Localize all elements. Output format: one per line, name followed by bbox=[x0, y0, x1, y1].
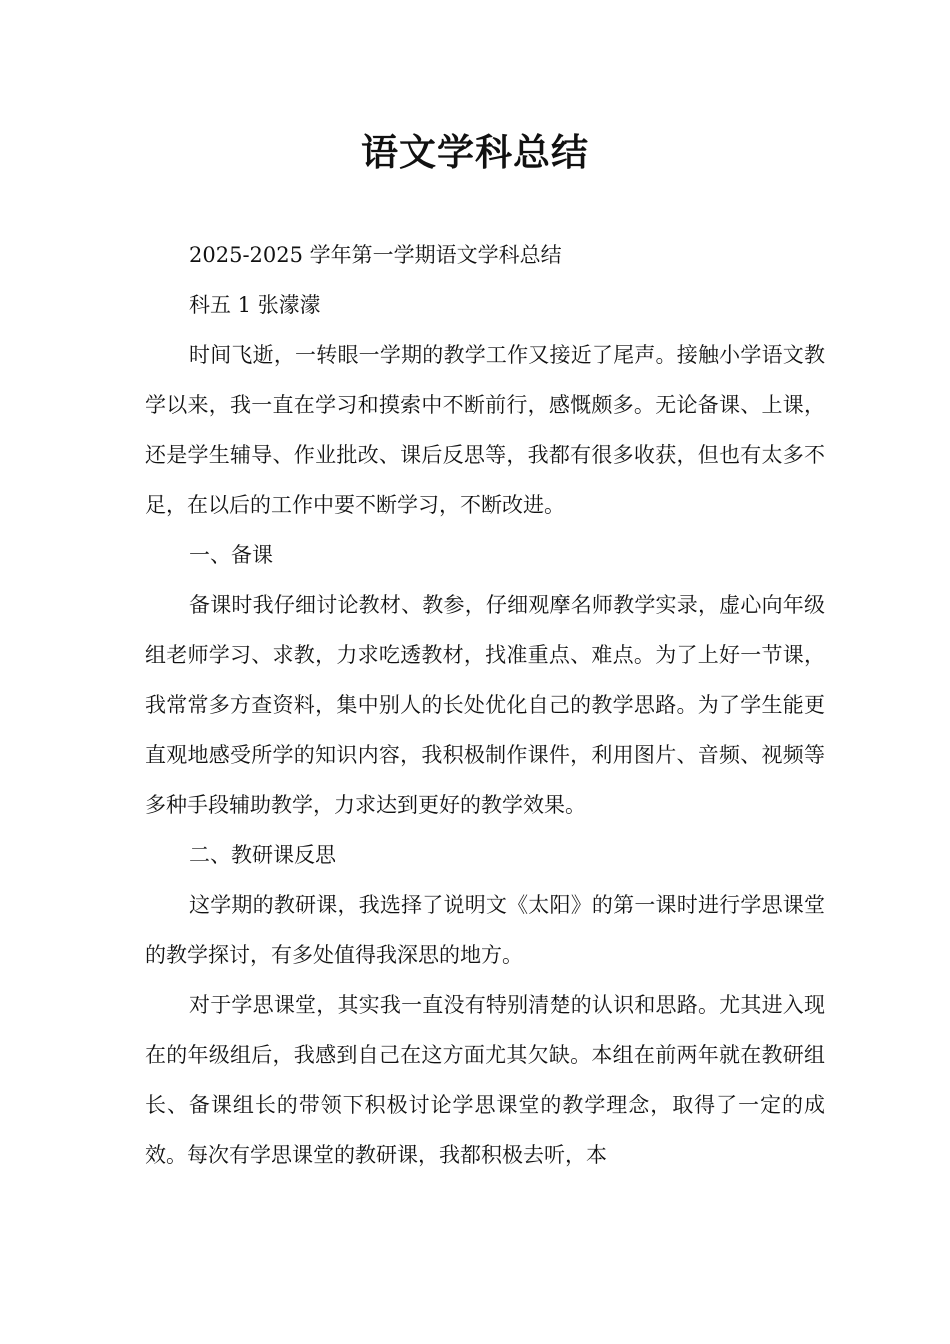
author-line: 科五 1 张濛濛 bbox=[189, 293, 321, 317]
intro-paragraph: 时间飞逝，一转眼一学期的教学工作又接近了尾声。接触小学语文教学以来，我一直在学习和摸索中不断前行，感慨颇多。无论备课、上课，还是学生辅导、作业批改、课后反思等，我都有很多收获，但也有太多不足，在以后的工作中要不断学习，不断改进。 bbox=[145, 343, 825, 517]
research-paragraph-1: 这学期的教研课，我选择了说明文《太阳》的第一课时进行学思课堂的教学探讨，有多处值得我深思的地方。 bbox=[145, 893, 825, 967]
lesson-prep-paragraph: 备课时我仔细讨论教材、教参，仔细观摩名师教学实录，虚心向年级组老师学习、求教，力求吃透教材，找准重点、难点。为了上好一节课，我常常多方查资料，集中别人的长处优化自己的教学思路。为了学生能更直观地感受所学的知识内容，我积极制作课件，利用图片、音频、视频等多种手段辅助教学，力求达到更好的教学效果。 bbox=[145, 593, 825, 817]
subtitle-line: 2025-2025 学年第一学期语文学科总结 bbox=[189, 243, 562, 267]
document-title: 语文学科总结 bbox=[361, 131, 589, 174]
section-heading-lesson-prep: 一、备课 bbox=[189, 543, 273, 567]
research-paragraph-2: 对于学思课堂，其实我一直没有特别清楚的认识和思路。尤其进入现在的年级组后，我感到自己在这方面尤其欠缺。本组在前两年就在教研组长、备课组长的带领下积极讨论学思课堂的教学理念，取得了一定的成效。每次有学思课堂的教研课，我都积极去听，本 bbox=[145, 993, 825, 1167]
document-body bbox=[145, 230, 825, 1180]
section-heading-research-reflection: 二、教研课反思 bbox=[189, 843, 336, 867]
